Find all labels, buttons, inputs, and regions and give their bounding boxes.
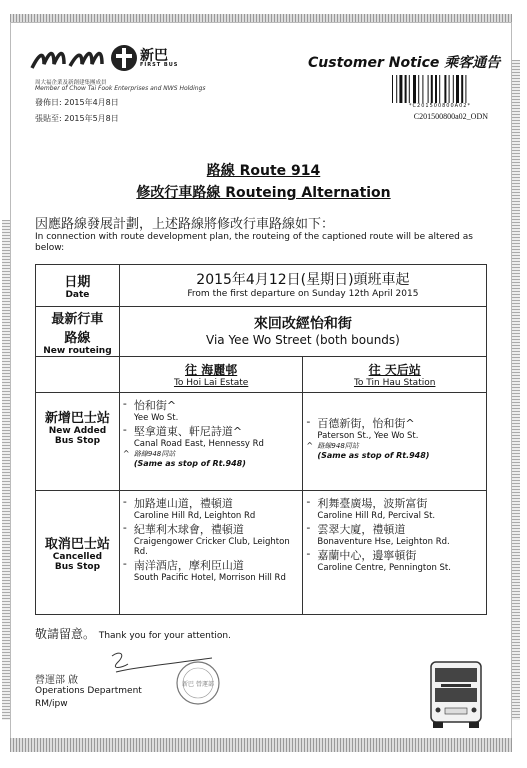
- list-item: [120, 557, 303, 583]
- date-value: [119, 265, 486, 307]
- cancelled-label-en1: Cancelled: [52, 552, 103, 562]
- stop-name-en: Caroline Centre, Pennington St.: [317, 563, 451, 573]
- routeing-value-en: Via Yee Wo Street (both bounds): [206, 333, 400, 347]
- scan-stripe-top: [10, 14, 512, 22]
- scan-stripe-bottom: [10, 738, 512, 752]
- notice-title: Customer Notice 乘客通告: [308, 55, 501, 71]
- table-row: [36, 357, 487, 393]
- route-change-table: [35, 264, 487, 615]
- stop-name-en: Craigengower Cricker Club, Leighton Rd.: [133, 537, 290, 557]
- date-label-en: Date: [65, 290, 90, 300]
- added-label-cn: 新增巴士站: [44, 411, 110, 426]
- note-cn: 路線948同站: [317, 442, 359, 450]
- barcode-digits: *C201500800A02*: [409, 103, 471, 109]
- thanks-en: Thank you for your attention.: [98, 631, 231, 641]
- added-stop-label: [36, 393, 120, 491]
- list-item: [303, 521, 486, 547]
- thanks-cn: 敬請留意。: [35, 627, 96, 641]
- bullet-dash: -: [122, 495, 127, 508]
- reference-code: RM/ipw: [35, 699, 68, 709]
- caret-mark: ^: [306, 441, 314, 450]
- stop-name-cn: 雲翠大廈，禮頓道: [317, 523, 406, 536]
- added-label-en1: New Added: [48, 426, 107, 436]
- same-stop-note: [303, 441, 486, 461]
- stop-name-en: Canal Road East, Hennessy Rd: [133, 439, 264, 449]
- list-item: [303, 547, 486, 573]
- caret-mark: ^: [122, 449, 130, 458]
- bullet-dash: -: [306, 547, 311, 560]
- route-title: 路線 Route 914: [206, 163, 321, 179]
- bullet-dash: -: [122, 557, 127, 570]
- same-stop-note: [120, 449, 303, 469]
- bullet-dash: -: [122, 423, 127, 436]
- routeing-label-en: New routeing: [43, 345, 112, 356]
- direction-tin-hau-cn: 往 天后站: [368, 363, 421, 377]
- department-name: Operations Department: [35, 686, 142, 696]
- member-text-cn: 周大福企業及新創建集團成員: [35, 80, 107, 86]
- cancelled-label-cn: 取消巴士站: [44, 537, 110, 552]
- table-row: [36, 265, 487, 307]
- list-item: [303, 415, 486, 441]
- stop-name-cn: 堅拿道東、軒尼詩道^: [133, 425, 243, 438]
- stop-name-cn: 百德新街，怡和街^: [317, 417, 415, 430]
- bullet-dash: -: [306, 415, 311, 428]
- brand-name-cn: 新巴: [140, 48, 168, 64]
- routeing-value: [119, 307, 486, 357]
- list-item: [120, 495, 303, 521]
- barcode: [392, 75, 488, 103]
- stop-name-cn: 利舞臺廣場，波斯富街: [317, 497, 428, 510]
- stop-name-en: Paterson St., Yee Wo St.: [317, 431, 419, 441]
- bullet-dash: -: [122, 397, 127, 410]
- stop-name-en: Caroline Hill Rd, Leighton Rd: [133, 511, 256, 521]
- list-item: [120, 521, 303, 557]
- added-stops-hoi-lai: [119, 393, 303, 491]
- stop-name-en: Caroline Hill Rd, Percival St.: [317, 511, 436, 521]
- routeing-label-cn1: 最新行車: [51, 311, 104, 327]
- added-label-en2: Bus Stop: [54, 436, 101, 446]
- direction-tin-hau: [303, 357, 487, 393]
- routeing-value-cn: 來回改經怡和街: [253, 316, 352, 332]
- table-row: [36, 307, 487, 357]
- date-value-cn: 2015年4月12日(星期日)頭班車起: [196, 272, 410, 288]
- stamp-text: 新巴 營運部: [182, 681, 214, 688]
- intro-text-en: In connection with route development plan, the routeing of the captioned route will be altered as below:: [35, 232, 473, 253]
- stop-name-en: South Pacific Hotel, Morrison Hill Rd: [133, 573, 286, 583]
- brand-name-en: FIRST BUS: [140, 62, 179, 68]
- direction-hoi-lai-cn: 往 海麗邨: [185, 363, 238, 377]
- note-cn: 路線948同站: [133, 450, 176, 458]
- date-label-cn: 日期: [64, 275, 91, 290]
- bullet-dash: -: [306, 495, 311, 508]
- bullet-dash: -: [122, 521, 127, 534]
- thanks-line: [35, 625, 231, 642]
- double-decker-bus-icon: [425, 658, 487, 730]
- member-text-en: Member of Chow Tai Fook Enterprises and NWS Holdings: [35, 85, 206, 92]
- table-row: [36, 491, 487, 615]
- stop-name-cn: 怡和街^: [133, 399, 177, 412]
- cancelled-stop-label: [36, 491, 120, 615]
- stop-name-en: Bonaventure Hse, Leighton Rd.: [317, 537, 450, 547]
- table-row: [36, 393, 487, 491]
- date-label: [36, 265, 120, 307]
- direction-tin-hau-en: To Tin Hau Station: [353, 378, 436, 388]
- signatory: 營運部 啟: [35, 675, 79, 686]
- list-item: [120, 397, 303, 423]
- stop-name-cn: 紀華利木球會，禮頓道: [133, 523, 244, 536]
- date-value-en: From the first departure on Sunday 12th April 2015: [187, 289, 419, 299]
- direction-hoi-lai-en: To Hoi Lai Estate: [173, 378, 249, 388]
- routeing-label-cn2: 路線: [64, 330, 91, 346]
- firstbus-logo-icon: [30, 42, 138, 74]
- alteration-title: 修改行車路線 Routeing Alternation: [136, 185, 391, 201]
- list-item: [303, 495, 486, 521]
- empty-cell: [36, 357, 120, 393]
- stop-name-cn: 南洋酒店，摩利臣山道: [133, 559, 244, 572]
- document-code: C201500800a02_ODN: [413, 112, 488, 121]
- expiry-date: 張貼至: 2015年5月8日: [35, 114, 119, 123]
- issue-date: 發佈日: 2015年4月8日: [35, 98, 119, 107]
- cancelled-label-en2: Bus Stop: [54, 562, 101, 572]
- stop-name-cn: 加路連山道，禮頓道: [133, 497, 233, 510]
- direction-hoi-lai: [119, 357, 303, 393]
- routeing-label: [36, 307, 120, 357]
- stop-name-en: Yee Wo St.: [133, 413, 179, 423]
- scan-stripe-right: [512, 60, 520, 720]
- bullet-dash: -: [306, 521, 311, 534]
- note-en: (Same as stop of Rt.948): [317, 451, 430, 460]
- scan-stripe-left: [2, 220, 10, 720]
- company-stamp-icon: [175, 660, 221, 706]
- stop-name-cn: 嘉蘭中心，邊寧頓街: [317, 549, 417, 562]
- list-item: [120, 423, 303, 449]
- intro-text-cn: 因應路線發展計劃，上述路線將修改行車路線如下：: [35, 217, 335, 232]
- cancelled-stops-tin-hau: [303, 491, 487, 615]
- cancelled-stops-hoi-lai: [119, 491, 303, 615]
- added-stops-tin-hau: [303, 393, 487, 491]
- note-en: (Same as stop of Rt.948): [133, 459, 246, 468]
